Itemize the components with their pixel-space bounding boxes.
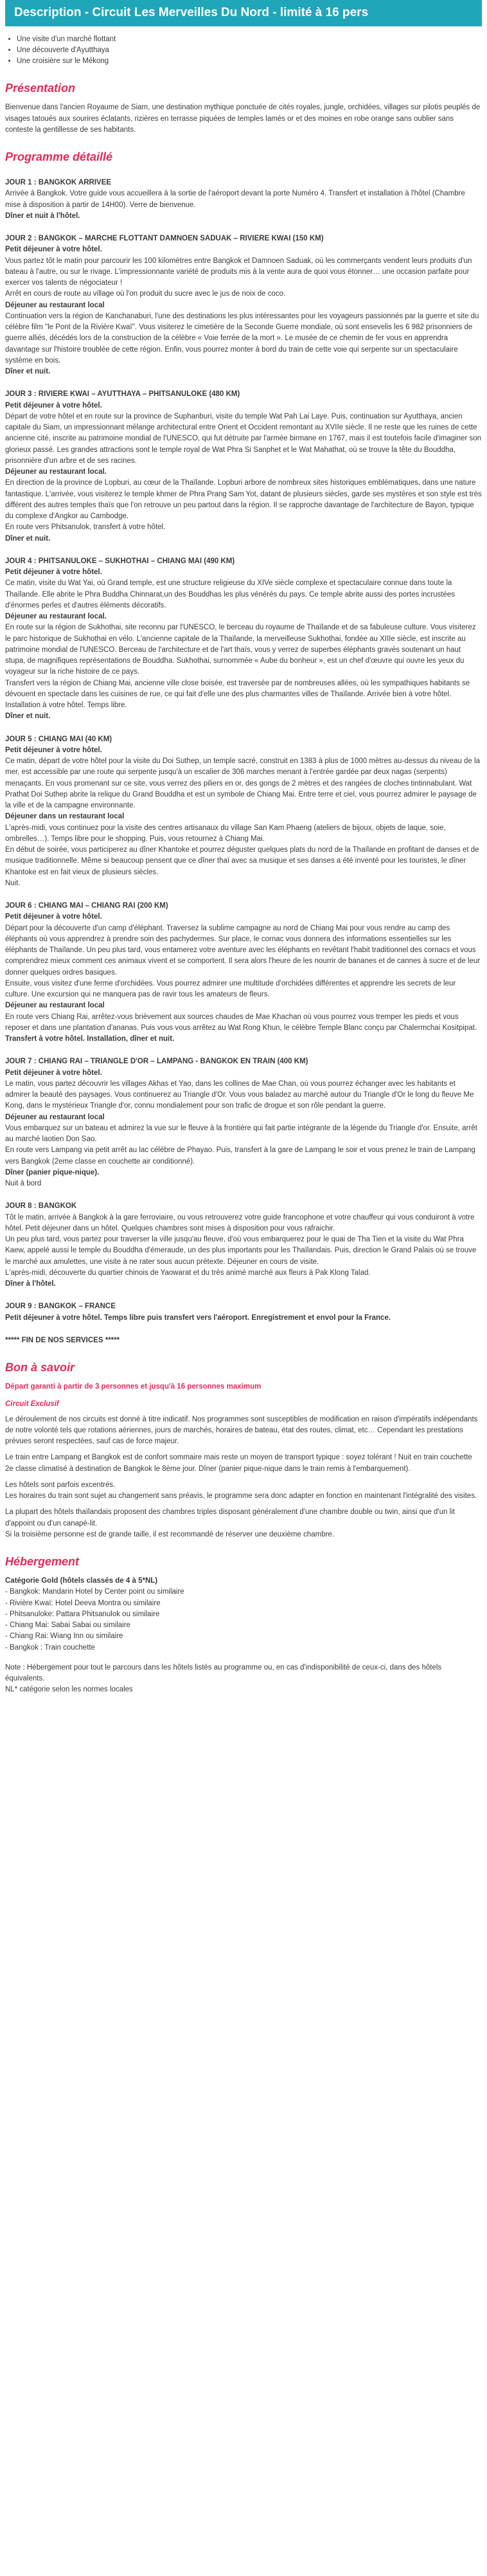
page-title: Description - Circuit Les Merveilles Du Nord - limité à 16 pers	[5, 0, 482, 26]
day-paragraph: Petit déjeuner à votre hôtel.	[5, 746, 102, 754]
day-paragraph: Dîner et nuit.	[5, 712, 51, 721]
programme-days	[5, 177, 482, 1324]
day-paragraph: Vous embarquez sur un bateau et admirez la vue sur le fleuve à la frontière qui fait partie intégrante de la légende du Triangle d'or. Ensuite, arrêt au marché laotien Don Sao.	[5, 1124, 477, 1143]
day-paragraph: En route vers Phitsanulok, transfert à votre hôtel.	[5, 523, 166, 532]
day-paragraph: Tôt le matin, arrivée à Bangkok à la gare ferroviaire, ou vous retrouverez votre guide francophone et votre chauffeur qui vous conduiront à votre hôtel. Petit déjeuner dans un hôtel. Quelques chambres sont mises à disposition pour vous rafraichir.	[5, 1213, 475, 1232]
presentation-text: Bienvenue dans l'ancien Royaume de Siam, une destination mythique ponctuée de cités royales, jungle, orchidées, villages sur pilotis peuplés de visages tatoués aux sourires éclatants, rizières en terrasse piquées de temples lamés or et des moines en robe orange sans oublier sans conteste la gentillesse de ses habitants.	[5, 104, 481, 134]
day-paragraph: Petit déjeuner à votre hôtel.	[5, 568, 102, 576]
day-paragraph: Déjeuner au restaurant local	[5, 301, 105, 309]
day-paragraph: En direction de la province de Lopburi, au cœur de la Thaïlande. Lopburi arbore de nombreux sites historiques emblématiques, dans une nature fantastique. L'arrivée, vous visiterez le temple khmer de Phra Prang Sam Yot, datant de plusieurs siècles, garde ses mystères et son style est très différent des autres temples thaïs que l'on retrouve un peu partout dans la région. Il se rapproche davantage de l'architecture de Bayon, typique du complexe d'Angkor au Cambodge.	[5, 479, 482, 520]
day-paragraph: Petit déjeuner à votre hôtel.	[5, 246, 102, 254]
day-paragraph: Ce matin, départ de votre hôtel pour la visite du Doi Suthep, un temple sacré, construit en 1383 à plus de 1000 mètres au-dessus du niveau de la mer, est accessible par une route qui serpente jusqu'à un escalier de 306 marches menant à l'entrée gardée par deux nagas (serpents) menaçants. En vous promenant sur ce site, vous verrez des piliers en or, des gongs de 2 mètres et des rangées de cloches tintinnabulant. Wat Prathat Doi Suthep abrite la relique du Grand Bouddha et est un symbole de Chiang Mai. Entre terre et ciel, vous pourrez admirer le paysage de la ville et de la campagne environnante.	[5, 757, 480, 809]
day-paragraph: Nuit à bord	[5, 1180, 42, 1187]
day-title: JOUR 6 : CHIANG MAI – CHIANG RAI (200 KM)	[5, 902, 168, 910]
day-paragraph: L'après-midi, découverte du quartier chinois de Yaowarat et du très animé marché aux fleurs à Pak Klong Talad.	[5, 1268, 371, 1277]
day-paragraph: Petit déjeuner à votre hôtel.	[5, 401, 102, 410]
day-block	[5, 1301, 482, 1324]
day-paragraph: Déjeuner dans un restaurant local	[5, 813, 125, 821]
day-paragraph: Arrivée à Bangkok. Votre guide vous accueillera à la sortie de l'aéroport devant la porte Numéro 4. Transfert et installation à l'hôtel (Chambre mise à disposition à partir de 14H00). Verre de bienvenue.	[5, 190, 465, 209]
hotel-item: - Chiang Mai: Sabai Sabai ou similaire	[5, 1621, 130, 1629]
day-block	[5, 233, 482, 377]
programme-heading: Programme détaillé	[5, 150, 113, 163]
day-title: JOUR 5 : CHIANG MAI (40 KM)	[5, 735, 112, 743]
day-paragraph: Ce matin, visite du Wat Yai, où Grand temple, est une structure religieuse du XIVe siècle complexe et spectaculaire connue dans toute la Thaïlande. Elle abrite le Phra Buddha Chinnarat,un des Bouddhas les plus vénérés du pays. Ce temple abrite aussi des portes incrustées d'énormes perles et d'autres éléments décoratifs.	[5, 579, 456, 609]
hotel-item: - Bangkok: Mandarin Hotel by Center point ou similaire	[5, 1588, 184, 1596]
day-paragraph: Petit déjeuner à votre hôtel.	[5, 913, 102, 921]
day-paragraph: Dîner (panier pique-nique).	[5, 1168, 100, 1176]
day-paragraph: Ensuite, vous visitez d'une ferme d'orchidées. Vous pourrez admirer une multitude d'orchidées différentes et apprendre les secrets de leur culture. Une excursion qui ne manquera pas de ravir tous les amateurs de fleurs.	[5, 979, 456, 998]
day-block	[5, 1201, 482, 1290]
day-paragraph: Transfert vers la région de Chiang Mai, ancienne ville close boisée, est traversée par de nombreuses allées, où les sympathiques habitants se dévouent en spectacle dans les cuisines de rue, ce qui fait d'elle une des plus charmantes villes de Thaïlande. Arrivée bien à votre hôtel. Installation à votre hôtel. Temps libre.	[5, 679, 470, 709]
bon-a-savoir-heading: Bon à savoir	[5, 1361, 75, 1374]
hotel-item: - Chiang Rai: Wiang Inn ou similaire	[5, 1632, 123, 1641]
hotel-item: - Bangkok : Train couchette	[5, 1643, 95, 1652]
hebergement-note: Note : Hébergement pour tout le parcours dans les hôtels listés au programme ou, en cas d'indisponibilité de ceux-ci, dans des hôtels équivalents.	[5, 1663, 442, 1682]
day-paragraph: En route sur la région de Sukhothai, site reconnu par l'UNESCO, le berceau du royaume de Thaïlande et de sa fabuleuse culture. Vous visiterez le parc historique de Sukhothai en vélo. L'ancienne capitale de la Thaïlande, la merveilleuse Sukhothai, fondée au XIIIe siècle, est inscrite au patrimoine mondial de l'UNESCO. Berceau de l'architecture et de l'art thaïs, vous y verrez de superbes éléphants gravés soutenant un haut stupa, de magnifiques représentations de Bouddha. Sukhothai, surnommée « Aube du bonheur », est un chef d'œuvre qui ouvre les yeux du voyageur sur la riche histoire de ce pays.	[5, 624, 476, 676]
day-paragraph: Transfert à votre hôtel. Installation, dîner et nuit.	[5, 1035, 175, 1043]
info-paragraph: Le train entre Lampang et Bangkok est de confort sommaire mais reste un moyen de transport typique : soyez tolérant ! Nuit en train couchette 2e classe climatisé à destination de Bangkok le 8ème jour. Dîner (panier pique-nique dans le train remis à l'embarquement).	[5, 1454, 472, 1473]
info-paragraph: Les horaires du train sont sujet au changement sans préavis, le programme sera donc adapter en fonction en maintenant l'intégralité des visites.	[5, 1492, 477, 1500]
day-paragraph: Dîner et nuit à l'hôtel.	[5, 212, 80, 220]
bon-a-savoir-paragraphs	[5, 1414, 482, 1541]
day-block	[5, 389, 482, 545]
end-of-services: ***** FIN DE NOS SERVICES *****	[5, 1336, 120, 1344]
day-title: JOUR 9 : BANGKOK – FRANCE	[5, 1302, 116, 1311]
day-paragraph: En route vers Chiang Rai, arrêtez-vous brièvement aux sources chaudes de Mae Khachan où vous pourrez vous tremper les pieds et vous reposer et dans une plantation d'ananas. Puis vous vous arrêtez au Wat Rong Khun, le célèbre Temple Blanc conçu par Chalermchai Kositpipat.	[5, 1013, 477, 1032]
list-item: • Une croisière sur le Mékong	[17, 56, 482, 67]
hotel-item: - Rivière Kwaï: Hotel Deeva Montra ou similaire	[5, 1599, 161, 1607]
day-paragraph: Le matin, vous partez découvrir les villages Akhas et Yao, dans les collines de Mae Chan, où vous pourrez échanger avec les habitants et admirer la beauté des paysages. Vous continuerez au Triangle d'Or. Vous vous baladez au marché autour du Triangle d'Or le long du fleuve Me Kong, dans le mystérieux Triangle d'or, connu mondialement pour son trafic de drogue et son rôle pendant la guerre.	[5, 1079, 474, 1110]
highlights-list	[5, 34, 482, 68]
info-paragraph: La plupart des hôtels thaïlandais proposent des chambres triples disposant généralement d'une chambre double ou twin, ainsi que d'un lit d'appoint ou d'un canapé-lit.	[5, 1508, 455, 1527]
day-paragraph: Départ pour la découverte d'un camp d'éléphant. Traversez la sublime campagne au nord de Chiang Mai pour vous rendre au camp des éléphants où vous apprendrez à prendre soin des pachydermes. Sur place, le cornac vous donnera des informations essentielles sur les éléphants de Thaïlande. Un peu plus tard, vous entamerez votre aventure avec les éléphants en revêtant l'habit traditionnel des cornacs et vous comprendrez mieux comment ces animaux vivent et se comportent. Il sera alors l'heure de les nourrir de bananes et de cannes à sucre et de leur donner quelques ordres basiques.	[5, 924, 481, 977]
day-block	[5, 177, 482, 222]
hotel-category: Catégorie Gold (hôtels classés de 4 à 5*NL)	[5, 1577, 158, 1585]
info-paragraph: Si la troisième personne est de grande taille, il est recommandé de réserver une deuxième chambre.	[5, 1530, 335, 1538]
hebergement-heading: Hébergement	[5, 1555, 80, 1568]
day-paragraph: Déjeuner au restaurant local.	[5, 613, 107, 620]
day-paragraph: Déjeuner au restaurant local	[5, 1113, 105, 1121]
day-paragraph: Arrêt en cours de route au village où l'on produit du sucre avec le jus de noix de coco.	[5, 290, 286, 298]
list-item: • Une découverte d'Ayutthaya	[17, 45, 482, 56]
hotel-item: - Phitsanuloke: Pattara Phitsanulok ou similaire	[5, 1610, 160, 1618]
exclusive-label: Circuit Exclusif	[5, 1400, 59, 1409]
day-block	[5, 901, 482, 1045]
day-paragraph: Continuation vers la région de Kanchanaburi, l'une des destinations les plus intéressantes pour les voyageurs passionnés par la guerre et site du célèbre film "le Pont de la Rivière Kwaï". Vous visiterez le cimetière de la Seconde Guerre mondiale, où sont ensevelis les 6 982 prisonniers de guerre alliés, décédés lors de la construction de la célèbre « Voie ferrée de la mort ». Le musée de ce chemin de fer vous en apprendra davantage sur l'histoire troublée de cette région. Enfin, vous pourrez monter à bord du train de cette voie qui serpente sur un spectaculaire système en bois.	[5, 312, 479, 365]
day-title: JOUR 3 : RIVIERE KWAI – AYUTTHAYA – PHITSANULOKE (480 KM)	[5, 390, 240, 399]
guarantee-text: Départ garanti à partir de 3 personnes et jusqu'à 16 personnes maximum	[5, 1383, 261, 1391]
day-title: JOUR 7 : CHIANG RAI – TRIANGLE D'OR – LAMPANG - BANGKOK EN TRAIN (400 KM)	[5, 1058, 308, 1066]
presentation-heading: Présentation	[5, 82, 76, 95]
hotel-list	[5, 1587, 482, 1653]
list-item: • Une visite d'un marché flottant	[17, 34, 482, 45]
hebergement-nl: NL* catégorie selon les normes locales	[5, 1686, 133, 1694]
day-block	[5, 1056, 482, 1189]
info-paragraph: Les hôtels sont parfois excentrés.	[5, 1481, 116, 1489]
day-title: JOUR 4 : PHITSANULOKE – SUKHOTHAI – CHIANG MAI (490 KM)	[5, 557, 235, 565]
day-paragraph: Petit déjeuner à votre hôtel. Temps libre puis transfert vers l'aéroport. Enregistrement et envol pour la France.	[5, 1313, 391, 1322]
day-block	[5, 556, 482, 723]
day-paragraph: Déjeuner au restaurant local	[5, 1002, 105, 1010]
day-paragraph: Vous partez tôt le matin pour parcourir les 100 kilomètres entre Bangkok et Damnoen Saduak, où les commerçants vendent leurs produits d'un bateau à l'autre, ou sur le rivage. L'impressionnante variété de produits mis à la vente aura de quoi vous étonner… une occasion parfaite pour exercer vos talents de négociateur !	[5, 257, 472, 287]
day-paragraph: Déjeuner au restaurant local.	[5, 468, 107, 476]
day-paragraph: L'après-midi, vous continuez pour la visite des centres artisanaux du village San Kam Phaeng (ateliers de bijoux, objets de laque, soie, ombrelles…). Temps libre pour le shopping. Puis, vous retournez à Chiang Mai.	[5, 824, 446, 843]
day-title: JOUR 1 : BANGKOK ARRIVEE	[5, 179, 112, 186]
day-paragraph: En début de soirée, vous participerez au dîner Khantoke et pourrez déguster quelques plats du nord de la Thaïlande en profitant de danses et de musique traditionnelle. Même si beaucoup pensent que ce dîner thaï avec sa musique et ses danses a été inventé pour les touristes, le dîner Khantoke est en fait vieux de plusieurs siècles.	[5, 846, 479, 876]
day-paragraph: Dîner à l'hôtel.	[5, 1280, 56, 1288]
day-block	[5, 734, 482, 890]
day-paragraph: Un peu plus tard, vous partez pour traverser la ville jusqu'au fleuve, d'où vous embarquerez pour le quai de Tha Tien et la visite du Wat Phra Kaew, appelé aussi le temple du Bouddha d'émeraude, un des plus importants pour les Thaïlandais. Puis, direction le Grand Palais où se trouve le marché aux amulettes, une visite à ne rater sous aucun prétexte. Déjeuner en cours de visite.	[5, 1236, 477, 1266]
day-paragraph: En route vers Lampang via petit arrêt au lac célèbre de Phayao. Puis, transfert à la gare de Lampang le soir et vous prenez le train de Lampang vers Bangkok (2eme classe en couchette air conditionné).	[5, 1146, 475, 1166]
info-paragraph: Le déroulement de nos circuits est donné à titre indicatif. Nos programmes sont susceptibles de modification en raison d'impératifs indépendants de notre volonté tels que rotations aériennes, jours de marchés, horaires de bateau, état des routes, climat, etc… Cependant les prestations prévues seront respectées, sauf cas de force majeur.	[5, 1415, 478, 1445]
day-paragraph: Départ de votre hôtel et en route sur la province de Suphanburi, visite du temple Wat Pah Lai Laye. Puis, continuation sur Ayutthaya, ancien capitale du Siam, un impressionnant mélange architectural entre Orient et Occident remontant au XVIIe siècle. Il ne reste que les ruines de cette ancienne cité, inscrite au patrimoine mondial de l'UNESCO, qui fut détruite par l'armée birmane en 1767, mais il est toutefois facile d'imaginer son glorieux passé. Les grandes attractions sont le temple royal de Wat Phra Si Sanphet et le Wat Mahathat, où se trouve la tête du Bouddha, prisonnière d'un arbre et de ses racines.	[5, 412, 482, 465]
day-title: JOUR 2 : BANGKOK – MARCHE FLOTTANT DAMNOEN SADUAK – RIVIERE KWAI (150 KM)	[5, 235, 324, 242]
day-paragraph: Petit déjeuner à votre hôtel.	[5, 1068, 102, 1077]
day-paragraph: Nuit.	[5, 879, 21, 887]
day-paragraph: Dîner et nuit.	[5, 368, 51, 375]
day-title: JOUR 8 : BANGKOK	[5, 1202, 77, 1211]
day-paragraph: Dîner et nuit.	[5, 534, 51, 543]
